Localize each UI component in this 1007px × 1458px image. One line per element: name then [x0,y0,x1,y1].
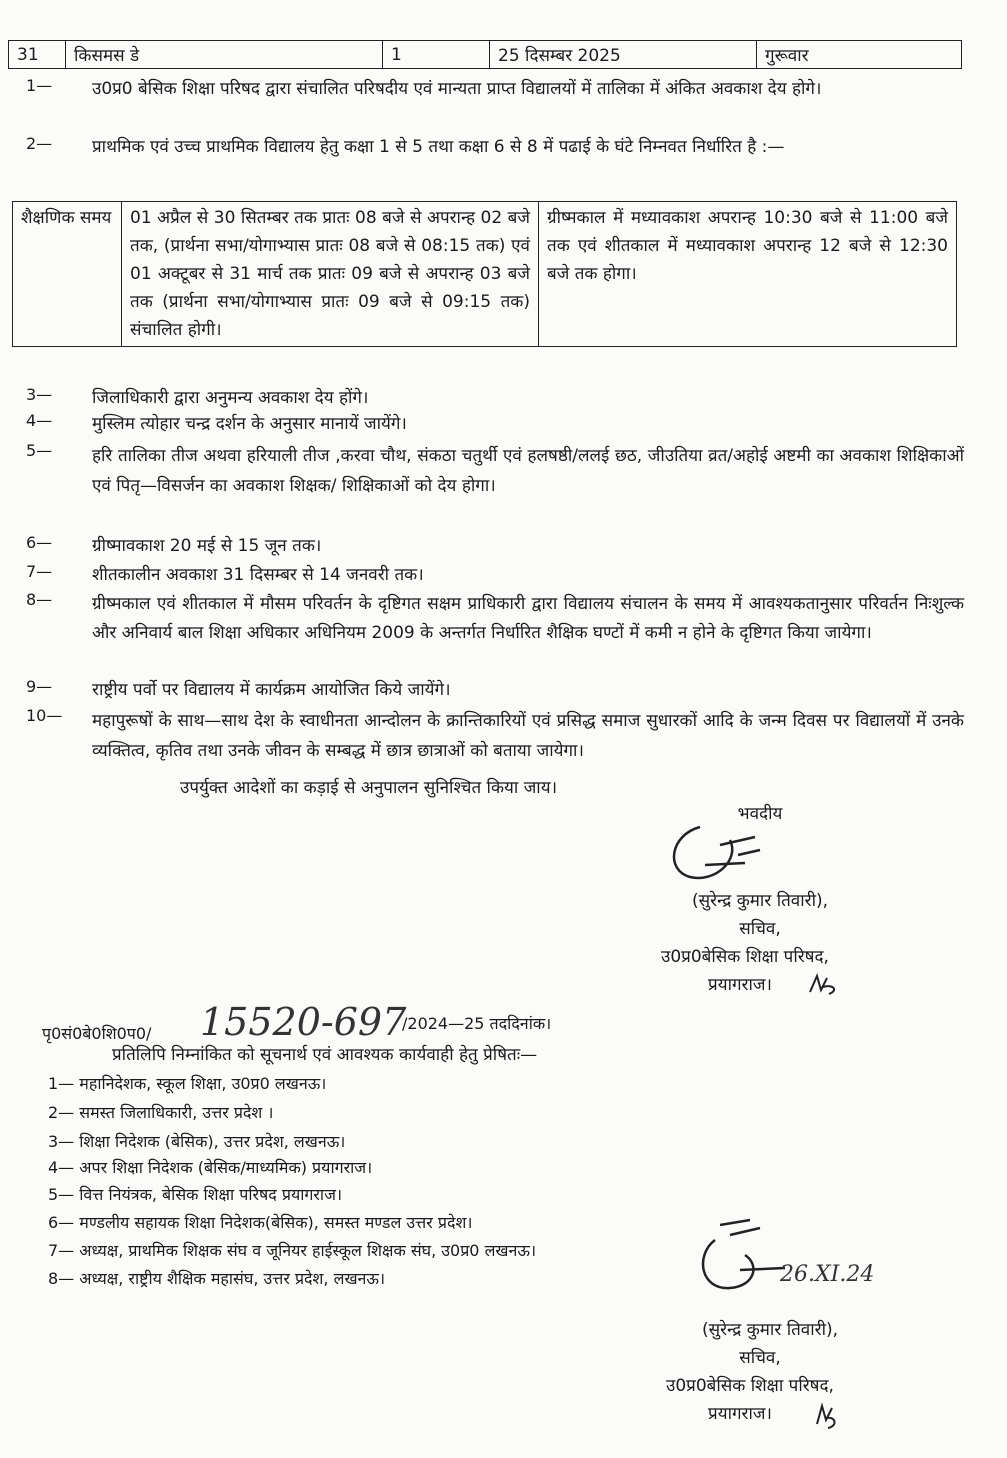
point-number: 1— [26,76,53,95]
list-item: 8— अध्यक्ष, राष्ट्रीय शैक्षिक महासंघ, उत्तर प्रदेश, लखनऊ। [48,1269,386,1288]
point-text: ग्रीष्मकाल एवं शीतकाल में मौसम परिवर्तन के दृष्टिगत सक्षम प्राधिकारी द्वारा विद्यालय संचालन के समय में आवश्यकतानुसार परिवर्तन निःशुल्क और अनिवार्य बाल शिक्षा अधिकार अधिनियम 2009 के अन्तर्गत निर्धारित शैक्षिक घण्टों में कमी न होने के दृष्टिगत किया जायेगा। [92,594,964,643]
signatory-place: प्रयागराज। [708,975,772,995]
holiday-name: किसमस डे [66,41,383,69]
signatory-org: उ0प्र0बेसिक शिक्षा परिषद, [661,947,829,967]
initials-mark [812,1400,842,1430]
point-number: 7— [26,562,53,581]
point-text: मुस्लिम त्योहार चन्द्र दर्शन के अनुसार मानायें जायेंगे। [92,414,407,434]
timing-label: शैक्षणिक समय [13,202,122,347]
signatory-name: (सुरेन्द्र कुमार तिवारी), [691,891,829,911]
point-text: शीतकालीन अवकाश 31 दिसम्बर से 14 जनवरी तक। [92,565,424,585]
point-number: 3— [26,385,53,404]
holiday-sno: 31 [9,41,66,69]
timing-table [12,201,957,347]
holiday-weekday: गुरूवार [757,41,962,69]
list-item: 3— शिक्षा निदेशक (बेसिक), उत्तर प्रदेश, लखनऊ। [48,1132,346,1151]
holiday-date: 25 दिसम्बर 2025 [490,41,757,69]
point-text: जिलाधिकारी द्वारा अनुमन्य अवकाश देय होंगे। [92,388,369,408]
point-number: 2— [26,134,53,153]
table-row [13,202,957,347]
point-text: राष्ट्रीय पर्वो पर विद्यालय में कार्यक्रम आयोजित किये जायेंगे। [92,680,451,700]
list-item: 7— अध्यक्ष, प्राथमिक शिक्षक संघ व जूनियर हाईस्कूल शिक्षक संघ, उ0प्र0 लखनऊ। [48,1241,537,1260]
point-text: उ0प्र0 बेसिक शिक्षा परिषद द्वारा संचालित परिषदीय एवं मान्यता प्राप्त विद्यालयों में तालिका में अंकित अवकाश देय होगे। [92,79,822,99]
point-number: 8— [26,590,53,609]
copy-heading: प्रतिलिपि निम्नांकित को सूचनार्थ एवं आवश्यक कार्यवाही हेतु प्रेषितः— [112,1045,538,1065]
point-number: 9— [26,677,53,696]
point-text: ग्रीष्मावकाश 20 मई से 15 जून तक। [92,536,322,556]
point-text: हरि तालिका तीज अथवा हरियाली तीज ,करवा चौथ, संकठा चतुर्थी एवं हलषष्ठी/ललई छठ, जीउतिया व्रत/अहोई अष्टमी का अवकाश शिक्षिकाओं एवं पितृ—विसर्जन का अवकाश शिक्षक/ शिक्षिकाओं को देय होगा। [92,446,964,496]
signatory-post: सचिव, [739,1348,781,1368]
list-item: 4— अपर शिक्षा निदेशक (बेसिक/माध्यमिक) प्रयागराज। [48,1158,373,1177]
signatory-name: (सुरेन्द्र कुमार तिवारी), [701,1320,839,1340]
point-number: 10— [26,706,63,725]
table-row [9,41,962,69]
list-item: 2— समस्त जिलाधिकारी, उत्तर प्रदेश । [48,1103,274,1122]
timing-school-hours: 01 अप्रैल से 30 सितम्बर तक प्रातः 08 बजे से अपरान्ह 02 बजे तक, (प्रार्थना सभा/योगाभ्यास प्रातः 08 बजे से 08:15 तक) एवं 01 अक्टूबर से 31 मार्च तक प्रातः 09 बजे से अपरान्ह 03 बजे तक (प्रार्थना सभा/योगाभ्यास प्रातः 09 बजे से 09:15 तक) संचालित होगी। [122,202,539,347]
sign-date: 26.XI.24 [780,1262,875,1287]
point-number: 4— [26,411,53,430]
point-text: प्राथमिक एवं उच्च प्राथमिक विद्यालय हेतु कक्षा 1 से 5 तथा कक्षा 6 से 8 में पढाई के घंटे निम्नवत निर्धारित है :— [92,137,785,157]
list-item: 6— मण्डलीय सहायक शिक्षा निदेशक(बेसिक), समस्त मण्डल उत्तर प्रदेश। [48,1213,473,1232]
closing-line: उपर्युक्त आदेशों का कड़ाई से अनुपालन सुनिश्चित किया जाय। [180,778,558,798]
ref-prefix: पृ0सं0बे0शि0प0/ [42,1024,152,1043]
list-item: 5— वित्त नियंत्रक, बेसिक शिक्षा परिषद प्रयागराज। [48,1185,343,1204]
salutation: भवदीय [737,804,783,824]
holiday-days: 1 [383,41,490,69]
point-text: महापुरूषों के साथ—साथ देश के स्वाधीनता आन्दोलन के क्रान्तिकारियों एवं प्रसिद्ध समाज सुधारकों आदि के जन्म दिवस पर विद्यालयों में उनके व्यक्तित्व, कृतिव तथा उनके जीवन के सम्बद्ध में छात्र छात्राओं को बताया जायेगा। [92,711,964,761]
signatory-org: उ0प्र0बेसिक शिक्षा परिषद, [666,1376,834,1396]
list-item: 1— महानिदेशक, स्कूल शिक्षा, उ0प्र0 लखनऊ। [48,1074,327,1093]
signatory-post: सचिव, [739,919,781,939]
holiday-table [8,40,962,69]
signatory-place: प्रयागराज। [708,1404,772,1424]
ref-suffix: /2024—25 तददिनांक। [402,1014,552,1033]
handwritten-ref-number: 15520-697 [200,1000,407,1044]
point-number: 5— [26,441,53,460]
timing-recess: ग्रीष्मकाल में मध्यावकाश अपरान्ह 10:30 बजे से 11:00 बजे तक एवं शीतकाल में मध्यावकाश अपरान्ह 12 बजे से 12:30 बजे तक होगा। [539,202,957,347]
initials-mark [805,972,845,998]
point-number: 6— [26,533,53,552]
